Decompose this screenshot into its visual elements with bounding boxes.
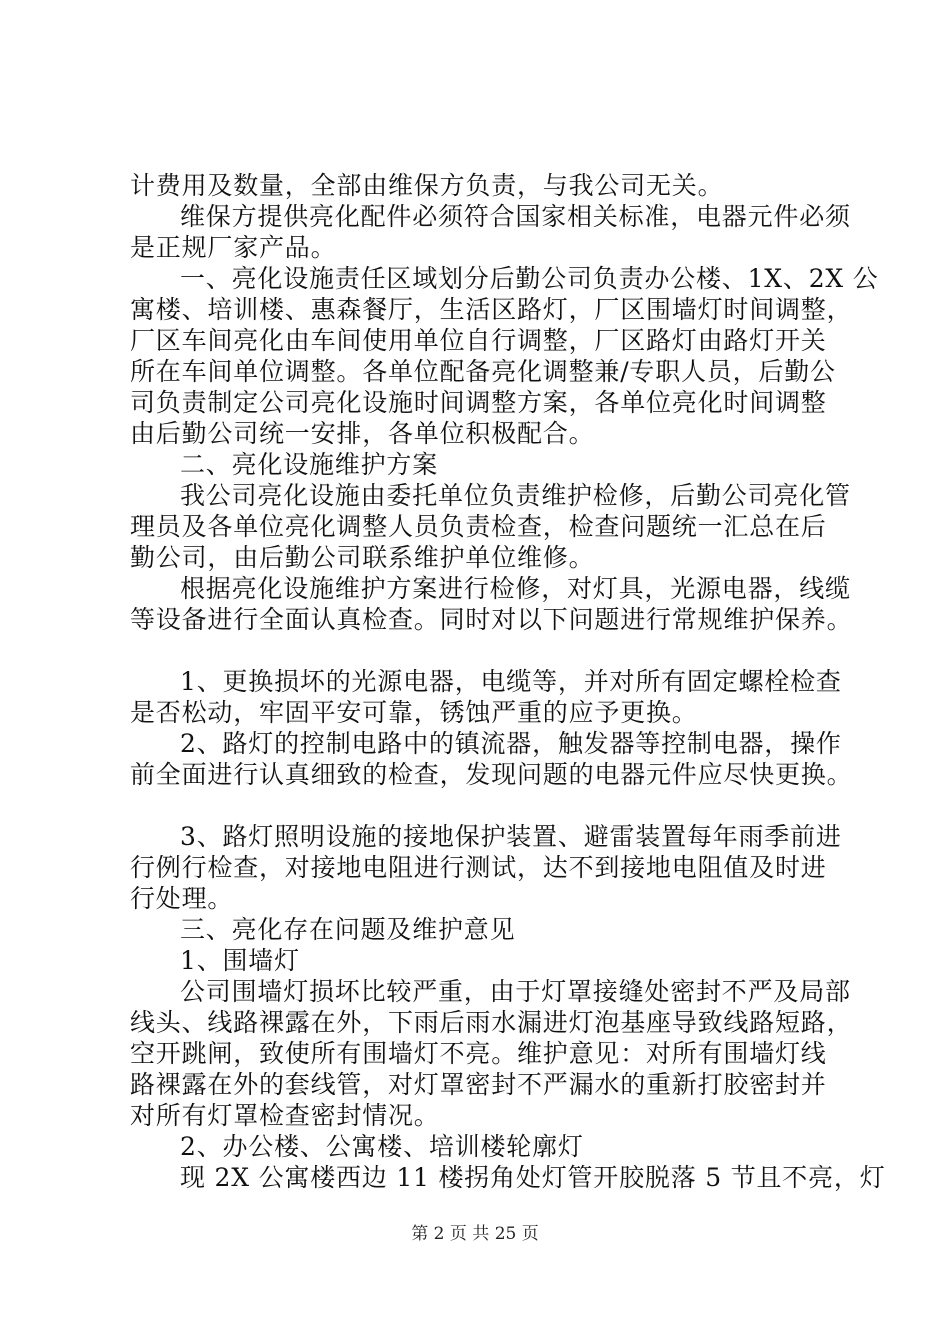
text-line: 厂区车间亮化由车间使用单位自行调整，厂区路灯由路灯开关 xyxy=(130,326,827,355)
text-line: 寓楼、培训楼、惠森餐厅，生活区路灯，厂区围墙灯时间调整， xyxy=(130,295,853,324)
text-line: 三、亮化存在问题及维护意见 xyxy=(180,915,516,944)
text-line: 对所有灯罩检查密封情况。 xyxy=(130,1101,440,1130)
text-line: 理员及各单位亮化调整人员负责检查，检查问题统一汇总在后 xyxy=(130,512,827,541)
blank-line xyxy=(130,790,855,821)
text-line: 是否松动，牢固平安可靠，锈蚀严重的应予更换。 xyxy=(130,698,698,727)
document-body xyxy=(130,170,886,1193)
text-line: 2、路灯的控制电路中的镇流器，触发器等控制电器，操作 xyxy=(180,729,842,758)
text-line: 路裸露在外的套线管，对灯罩密封不严漏水的重新打胶密封并 xyxy=(130,1070,827,1099)
text-line: 是正规厂家产品。 xyxy=(130,233,337,262)
text-line: 二、亮化设施维护方案 xyxy=(180,450,439,479)
text-line: 公司围墙灯损坏比较严重，由于灯罩接缝处密封不严及局部 xyxy=(180,977,851,1006)
text-line: 现 2X 公寓楼西边 11 楼拐角处灯管开胶脱落 5 节且不亮，灯 xyxy=(180,1163,886,1192)
text-line: 勤公司，由后勤公司联系维护单位维修。 xyxy=(130,543,595,572)
text-line: 行例行检查，对接地电阻进行测试，达不到接地电阻值及时进 xyxy=(130,853,827,882)
text-line: 3、路灯照明设施的接地保护装置、避雷装置每年雨季前进 xyxy=(180,822,842,851)
text-line: 空开跳闸，致使所有围墙灯不亮。维护意见：对所有围墙灯线 xyxy=(130,1039,827,1068)
text-line: 根据亮化设施维护方案进行检修，对灯具，光源电器，线缆 xyxy=(180,574,851,603)
text-line: 前全面进行认真细致的检查，发现问题的电器元件应尽快更换。 xyxy=(130,760,853,789)
text-line: 1、更换损坏的光源电器，电缆等，并对所有固定螺栓检查 xyxy=(180,667,842,696)
blank-line xyxy=(130,635,855,666)
text-line: 1、围墙灯 xyxy=(180,946,300,975)
text-line: 2、办公楼、公寓楼、培训楼轮廓灯 xyxy=(180,1132,584,1161)
text-line: 计费用及数量，全部由维保方负责，与我公司无关。 xyxy=(130,171,724,200)
text-line: 维保方提供亮化配件必须符合国家相关标准，电器元件必须 xyxy=(180,202,851,231)
text-line: 我公司亮化设施由委托单位负责维护检修，后勤公司亮化管 xyxy=(180,481,851,510)
text-line: 所在车间单位调整。各单位配备亮化调整兼/专职人员，后勤公 xyxy=(130,357,836,386)
text-line: 司负责制定公司亮化设施时间调整方案，各单位亮化时间调整 xyxy=(130,388,827,417)
text-line: 由后勤公司统一安排，各单位积极配合。 xyxy=(130,419,595,448)
text-line: 一、亮化设施责任区域划分后勤公司负责办公楼、1X、2X 公 xyxy=(180,264,879,293)
text-line: 等设备进行全面认真检查。同时对以下问题进行常规维护保养。 xyxy=(130,605,853,634)
text-line: 线头、线路裸露在外，下雨后雨水漏进灯泡基座导致线路短路， xyxy=(130,1008,853,1037)
text-line: 行处理。 xyxy=(130,884,234,913)
page-footer: 第 2 页 共 25 页 xyxy=(411,1224,539,1244)
